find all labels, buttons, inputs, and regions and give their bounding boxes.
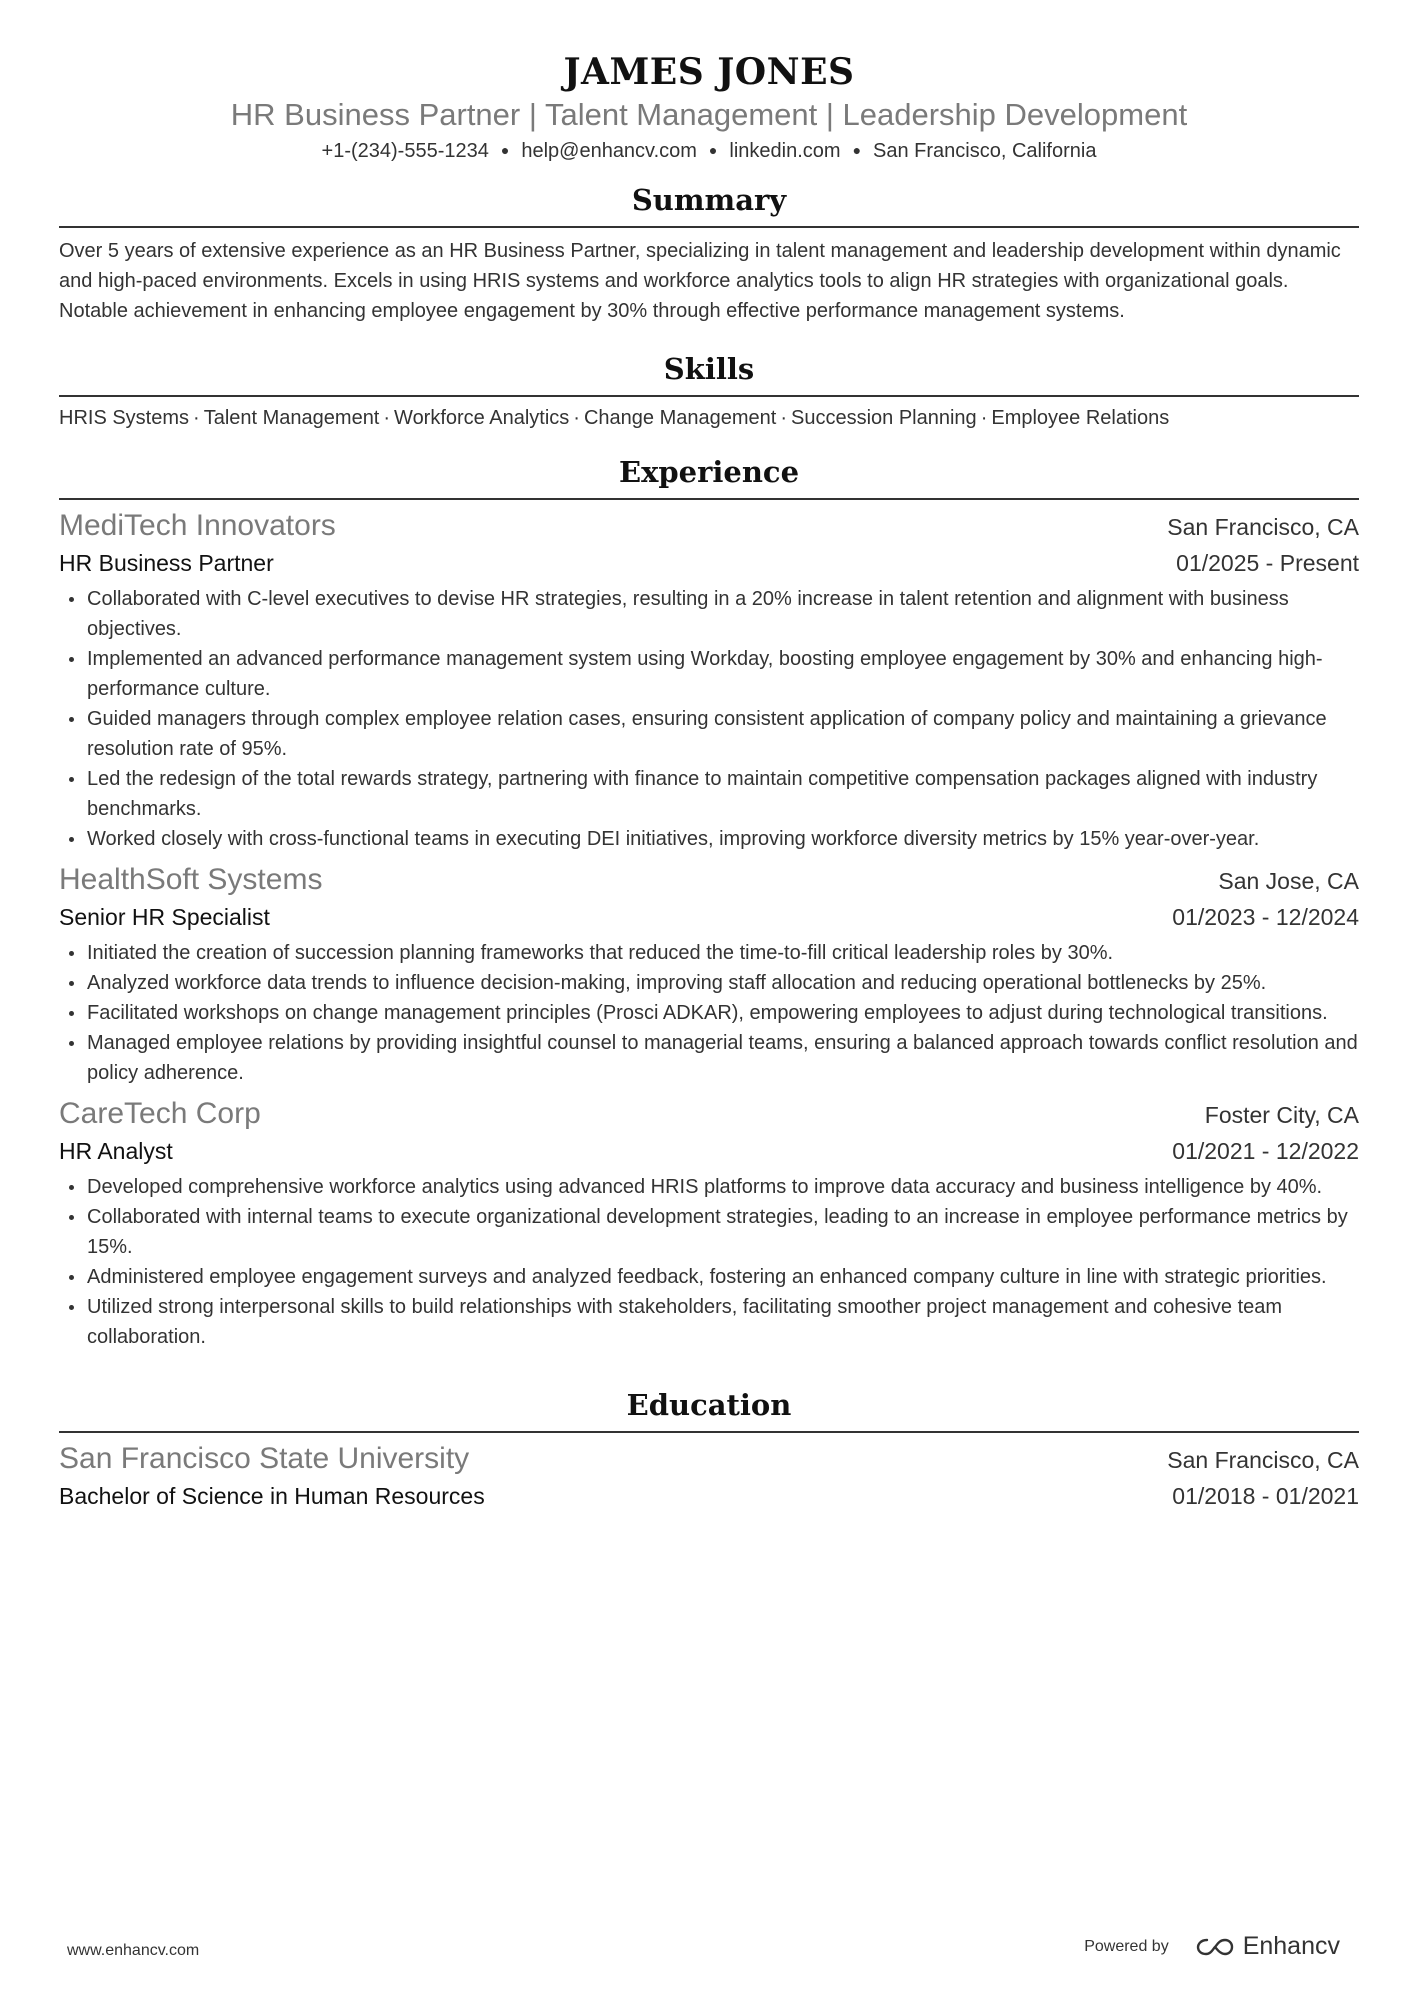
job-bullet: Developed comprehensive workforce analytics using advanced HRIS platforms to improve data accuracy and business intelligence by 40%. <box>87 1172 1359 1202</box>
job-bullet: Managed employee relations by providing insightful counsel to managerial teams, ensuring a balanced approach towards conflict resolution and policy adherence. <box>87 1028 1359 1088</box>
school-location: San Francisco, CA <box>1167 1447 1359 1473</box>
school-name: San Francisco State University <box>59 1442 470 1475</box>
skills-title: Skills <box>59 349 1359 397</box>
job-title: Senior HR Specialist <box>59 904 270 930</box>
skill-item: Change Management <box>583 407 777 429</box>
education-entry <box>59 1439 1359 1513</box>
skill-item: Succession Planning <box>791 407 977 429</box>
summary-title: Summary <box>59 180 1359 228</box>
job-title: HR Business Partner <box>59 550 274 576</box>
job-entry <box>59 506 1359 854</box>
summary-text: Over 5 years of extensive experience as an HR Business Partner, specializing in talent management and leadership development within dynamic and high-paced environments. Excels in using HRIS systems and workforce analytics tools to align HR strategies with organizational goals. Notable achievement in enhancing employee engagement by 30% through effective performance management systems. <box>59 240 1341 322</box>
footer-website[interactable]: www.enhancv.com <box>67 1942 200 1959</box>
enhancv-logo-icon <box>1195 1936 1235 1958</box>
skill-item: HRIS Systems <box>59 407 190 429</box>
job-dates: 01/2021 - 12/2022 <box>1172 1138 1359 1164</box>
experience-section <box>59 452 1359 1352</box>
job-location: Foster City, CA <box>1204 1102 1359 1128</box>
resume-header <box>59 0 1359 165</box>
job-bullet: Collaborated with internal teams to execute organizational development strategies, leading to an increase in employee performance metrics by 15%. <box>87 1202 1359 1262</box>
skills-list: HRIS Systems · Talent Management · Workforce Analytics · Change Management · Succession Planning · Employee Relations <box>59 407 1170 429</box>
education-section <box>59 1385 1359 1513</box>
contact-linkedin: linkedin.com <box>729 140 841 162</box>
candidate-tagline: HR Business Partner | Talent Management | Leadership Development <box>230 97 1188 132</box>
summary-section <box>59 180 1359 326</box>
skill-item: Workforce Analytics <box>394 407 570 429</box>
job-bullet: Worked closely with cross-functional teams in executing DEI initiatives, improving workforce diversity metrics by 15% year-over-year. <box>87 824 1359 854</box>
candidate-name: JAMES JONES <box>563 51 855 93</box>
job-bullet: Analyzed workforce data trends to influence decision-making, improving staff allocation and reducing operational bottlenecks by 25%. <box>87 968 1359 998</box>
skill-item: Talent Management <box>203 407 380 429</box>
bullet-separator-icon: ● <box>852 142 862 158</box>
job-bullet: Implemented an advanced performance management system using Workday, boosting employee engagement by 30% and enhancing high-performance culture. <box>87 644 1359 704</box>
job-bullet: Led the redesign of the total rewards strategy, partnering with finance to maintain competitive compensation packages aligned with industry benchmarks. <box>87 764 1359 824</box>
contact-line <box>59 136 1359 165</box>
job-bullets <box>59 1172 1359 1352</box>
bullet-separator-icon: ● <box>500 142 510 158</box>
job-title: HR Analyst <box>59 1138 173 1164</box>
job-bullet: Utilized strong interpersonal skills to build relationships with stakeholders, facilitating smoother project management and cohesive team collaboration. <box>87 1292 1359 1352</box>
company-name: CareTech Corp <box>59 1097 261 1130</box>
company-name: MediTech Innovators <box>59 509 336 542</box>
skills-section <box>59 349 1359 433</box>
job-bullet: Collaborated with C-level executives to devise HR strategies, resulting in a 20% increase in talent retention and alignment with business objectives. <box>87 584 1359 644</box>
contact-email: help@enhancv.com <box>521 140 697 162</box>
job-dates: 01/2025 - Present <box>1176 550 1359 576</box>
job-entry <box>59 860 1359 1088</box>
degree: Bachelor of Science in Human Resources <box>59 1483 485 1509</box>
footer-branding <box>1084 1932 1340 1961</box>
job-bullet: Facilitated workshops on change management principles (Prosci ADKAR), empowering employees to adjust during technological transitions. <box>87 998 1359 1028</box>
company-name: HealthSoft Systems <box>59 863 323 896</box>
job-bullet: Initiated the creation of succession planning frameworks that reduced the time-to-fill critical leadership roles by 30%. <box>87 938 1359 968</box>
job-bullets <box>59 584 1359 854</box>
job-bullet: Guided managers through complex employee relation cases, ensuring consistent application of company policy and maintaining a grievance resolution rate of 95%. <box>87 704 1359 764</box>
experience-title: Experience <box>59 452 1359 500</box>
job-bullets <box>59 938 1359 1088</box>
job-dates: 01/2023 - 12/2024 <box>1172 904 1359 930</box>
contact-location: San Francisco, California <box>873 140 1097 162</box>
education-title: Education <box>59 1385 1359 1433</box>
job-entry <box>59 1094 1359 1352</box>
job-location: San Francisco, CA <box>1167 514 1359 540</box>
enhancv-brand[interactable] <box>1195 1932 1340 1961</box>
bullet-separator-icon: ● <box>708 142 718 158</box>
powered-by-label: Powered by <box>1084 1937 1169 1955</box>
resume-page <box>59 0 1359 1513</box>
contact-phone: +1-(234)-555-1234 <box>321 140 489 162</box>
education-dates: 01/2018 - 01/2021 <box>1172 1483 1359 1509</box>
brand-name: Enhancv <box>1242 1932 1340 1960</box>
job-bullet: Administered employee engagement surveys and analyzed feedback, fostering an enhanced company culture in line with strategic priorities. <box>87 1262 1359 1292</box>
job-location: San Jose, CA <box>1218 868 1359 894</box>
skill-item: Employee Relations <box>991 407 1170 429</box>
